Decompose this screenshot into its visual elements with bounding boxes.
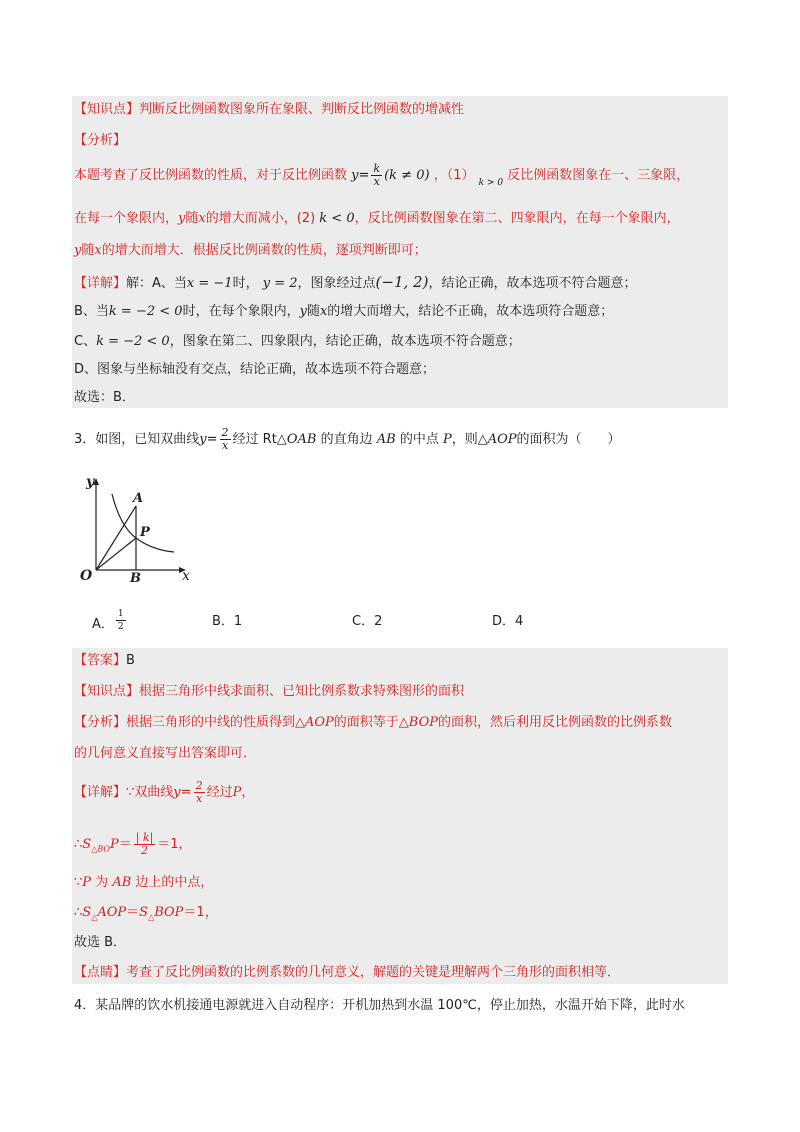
option-c[interactable] bbox=[352, 612, 382, 632]
analysis-heading bbox=[74, 131, 126, 151]
math-var: BOP bbox=[408, 715, 438, 730]
math-var: S bbox=[82, 837, 92, 852]
text-run: ，图象经过点 bbox=[297, 276, 376, 291]
math-expr: k = −2 < 0 bbox=[108, 304, 183, 319]
frac-num: | k| bbox=[135, 831, 154, 844]
math-var: AB bbox=[112, 875, 132, 890]
text-run: 经过 bbox=[206, 785, 233, 800]
detail-line-a bbox=[74, 272, 636, 294]
text-run: 经过 Rt△ bbox=[232, 432, 287, 447]
text-run: 的直角边 bbox=[320, 432, 373, 447]
math-var: y bbox=[351, 168, 359, 183]
frac-den: 2 bbox=[140, 844, 148, 857]
analysis-line-q3-2 bbox=[74, 744, 256, 764]
question-3 bbox=[74, 427, 621, 452]
fraction-k-over-x bbox=[371, 163, 382, 188]
text-run: ，（1） bbox=[433, 168, 475, 183]
math-subscript: △ bbox=[91, 912, 98, 922]
label-o: O bbox=[80, 568, 93, 584]
text-run: ＝1， bbox=[183, 905, 218, 920]
math-subscript: △ bbox=[148, 912, 155, 922]
analysis-line-3 bbox=[74, 241, 427, 261]
frac-num: 2 bbox=[195, 779, 203, 792]
text-run: ∴ bbox=[74, 905, 83, 920]
math-var: S bbox=[82, 905, 92, 920]
comment-line-q3 bbox=[74, 963, 620, 983]
fraction-abs-k-over-2 bbox=[134, 832, 156, 857]
math-subscript: △BO bbox=[91, 844, 110, 854]
frac-num: k bbox=[373, 162, 381, 175]
fraction-2-over-x-detail bbox=[194, 780, 205, 805]
math-var: OAB bbox=[286, 432, 317, 447]
option-b[interactable] bbox=[212, 612, 242, 632]
math-var: y bbox=[173, 785, 181, 800]
choice-line-q2 bbox=[74, 388, 135, 408]
math-var: x bbox=[319, 304, 328, 319]
math-var: S bbox=[139, 905, 149, 920]
math-var: P bbox=[109, 837, 119, 852]
segment-op bbox=[96, 538, 136, 570]
math-var: AB bbox=[376, 432, 396, 447]
option-d-label: D．4 bbox=[492, 614, 524, 629]
math-var: P bbox=[232, 785, 242, 800]
label-p: P bbox=[140, 525, 150, 540]
hyperbola-figure bbox=[74, 470, 204, 585]
math-expr: k = −2 < 0 bbox=[96, 334, 170, 349]
detail-line-q3-3 bbox=[74, 873, 213, 893]
math-var: BOP bbox=[154, 905, 184, 920]
text-run: 的面积为（ ） bbox=[516, 432, 621, 447]
question-4-text: 4．某品牌的饮水机接通电源就进入自动程序：开机加热到水温 100℃，停止加热，水温开始下降，此时水 bbox=[74, 998, 685, 1013]
label-y: y bbox=[86, 474, 95, 490]
text-run: 随 bbox=[185, 211, 199, 226]
math-var: AOP bbox=[487, 432, 517, 447]
math-op: ＝ bbox=[118, 837, 132, 852]
text-run: 的面积，然后利用反比例函数的比例系数 bbox=[438, 715, 673, 730]
text-run: D、 bbox=[74, 362, 98, 377]
knowledge-point-text: 【知识点】根据三角形中线求面积、已知比例系数求特殊图形的面积 bbox=[74, 684, 465, 699]
text-run: 故选：B． bbox=[74, 390, 135, 405]
text-run: 解：A、当 bbox=[126, 276, 187, 291]
answer-line bbox=[74, 651, 135, 671]
detail-line-d bbox=[74, 360, 435, 380]
math-var: y bbox=[299, 304, 307, 319]
frac-den: x bbox=[373, 175, 380, 188]
text-run: 的中点 bbox=[399, 432, 439, 447]
option-a-label: A． bbox=[92, 617, 114, 632]
frac-num: 1 bbox=[117, 609, 124, 619]
math-op: = bbox=[180, 785, 192, 800]
knowledge-point-text: 【知识点】判断反比例函数图象所在象限、判断反比例函数的增减性 bbox=[74, 102, 465, 117]
label-b: B bbox=[130, 571, 141, 585]
text-run: ∵ bbox=[74, 875, 83, 890]
knowledge-point-line bbox=[74, 100, 464, 120]
frac-den: x bbox=[221, 439, 229, 452]
math-var: y bbox=[74, 243, 82, 258]
math-op: ＝ bbox=[126, 905, 140, 920]
frac-den: x bbox=[195, 792, 203, 805]
math-var: x bbox=[94, 243, 102, 258]
detail-label: 【详解】 bbox=[74, 276, 127, 291]
math-op: = bbox=[206, 432, 218, 447]
text-run: 时，在每个象限内， bbox=[182, 304, 300, 319]
label-x: x bbox=[182, 568, 190, 584]
math-cond: k < 0 bbox=[319, 211, 355, 226]
text-run: 为 bbox=[95, 875, 109, 890]
math-var: y bbox=[199, 432, 207, 447]
frac-num: 2 bbox=[221, 426, 229, 439]
option-a-fraction bbox=[116, 608, 126, 633]
text-run: 的几何意义直接写出答案即可． bbox=[74, 746, 257, 761]
analysis-line-2 bbox=[74, 209, 680, 229]
detail-line-q3-2 bbox=[74, 832, 192, 860]
question-4 bbox=[74, 996, 685, 1016]
text-run: ∵双曲线 bbox=[126, 785, 174, 800]
text-run: 本题考查了反比例函数的性质，对于反比例函数 bbox=[74, 168, 348, 183]
math-op: = bbox=[358, 168, 370, 183]
text-run: 时， bbox=[232, 276, 259, 291]
text-run: 3．如图，已知双曲线 bbox=[74, 432, 200, 447]
math-expr: y = 2 bbox=[262, 276, 298, 291]
math-expr: x = −1 bbox=[186, 276, 233, 291]
text-run: 在每一个象限内， bbox=[74, 211, 179, 226]
math-var: P bbox=[442, 432, 452, 447]
option-d[interactable] bbox=[492, 612, 523, 632]
detail-line-c bbox=[74, 332, 521, 352]
detail-line-q3-1 bbox=[74, 780, 254, 805]
option-b-label: B．1 bbox=[212, 614, 243, 629]
frac-den: 2 bbox=[117, 622, 124, 632]
text-run: 的面积等于△ bbox=[333, 715, 409, 730]
math-var: AOP bbox=[305, 715, 334, 730]
text-run: 图象与坐标轴没有交点，结论正确，故本选项不符合题意； bbox=[97, 362, 436, 377]
text-run: 的增大而增大．根据反比例函数的性质，逐项判断即可； bbox=[101, 243, 427, 258]
text-run: ，结论正确，故本选项不符合题意； bbox=[428, 276, 637, 291]
text-run: C、 bbox=[74, 334, 97, 349]
text-run: 的增大而增大，结论不正确，故本选项符合题意； bbox=[327, 304, 614, 319]
choice-line-q3 bbox=[74, 933, 126, 953]
math-var: x bbox=[198, 211, 206, 226]
math-cond: (k ≠ 0) bbox=[384, 168, 430, 183]
comment-text: 【点睛】考查了反比例函数的比例系数的几何意义，解题的关键是理解两个三角形的面积相等． bbox=[74, 965, 621, 980]
fraction-2-over-x bbox=[220, 427, 231, 452]
knowledge-point-line-q3 bbox=[74, 682, 464, 702]
text-run: 边上的中点， bbox=[135, 875, 214, 890]
answer-value: B bbox=[126, 653, 135, 668]
text-run: ＝1， bbox=[157, 837, 192, 852]
text-run: ∴ bbox=[74, 837, 83, 852]
detail-label: 【详解】 bbox=[74, 785, 127, 800]
option-a[interactable] bbox=[92, 609, 128, 637]
text-run: ，则△ bbox=[451, 432, 488, 447]
text-run: ， bbox=[241, 785, 255, 800]
math-point: (−1, 2) bbox=[375, 273, 429, 291]
math-var: AOP bbox=[97, 905, 127, 920]
detail-line-b bbox=[74, 302, 613, 322]
math-var: P bbox=[82, 875, 92, 890]
text-run: 的增大而减小，(2) bbox=[205, 211, 316, 226]
text-run: 故选 B． bbox=[74, 935, 127, 950]
text-run: 随 bbox=[306, 304, 320, 319]
text-run: B、当 bbox=[74, 304, 109, 319]
analysis-label: 【分析】 bbox=[74, 133, 127, 148]
analysis-line-1 bbox=[74, 163, 689, 188]
analysis-line-q3-1 bbox=[74, 713, 672, 733]
text-run: ，图象在第二、四象限内，结论正确，故本选项不符合题意； bbox=[169, 334, 521, 349]
detail-line-q3-4 bbox=[74, 903, 218, 928]
math-var: y bbox=[178, 211, 186, 226]
segment-oa bbox=[96, 506, 136, 570]
math-cond: k > 0 bbox=[478, 178, 504, 188]
text-run: 反比例函数图象在一、三象限， bbox=[507, 168, 690, 183]
text-run: 随 bbox=[81, 243, 95, 258]
answer-label: 【答案】 bbox=[74, 653, 127, 668]
label-a: A bbox=[133, 491, 144, 506]
text-run: 【分析】根据三角形的中线的性质得到△ bbox=[74, 715, 305, 730]
text-run: ，反比例函数图象在第二、四象限内，在每一个象限内， bbox=[354, 211, 680, 226]
option-c-label: C．2 bbox=[352, 614, 383, 629]
